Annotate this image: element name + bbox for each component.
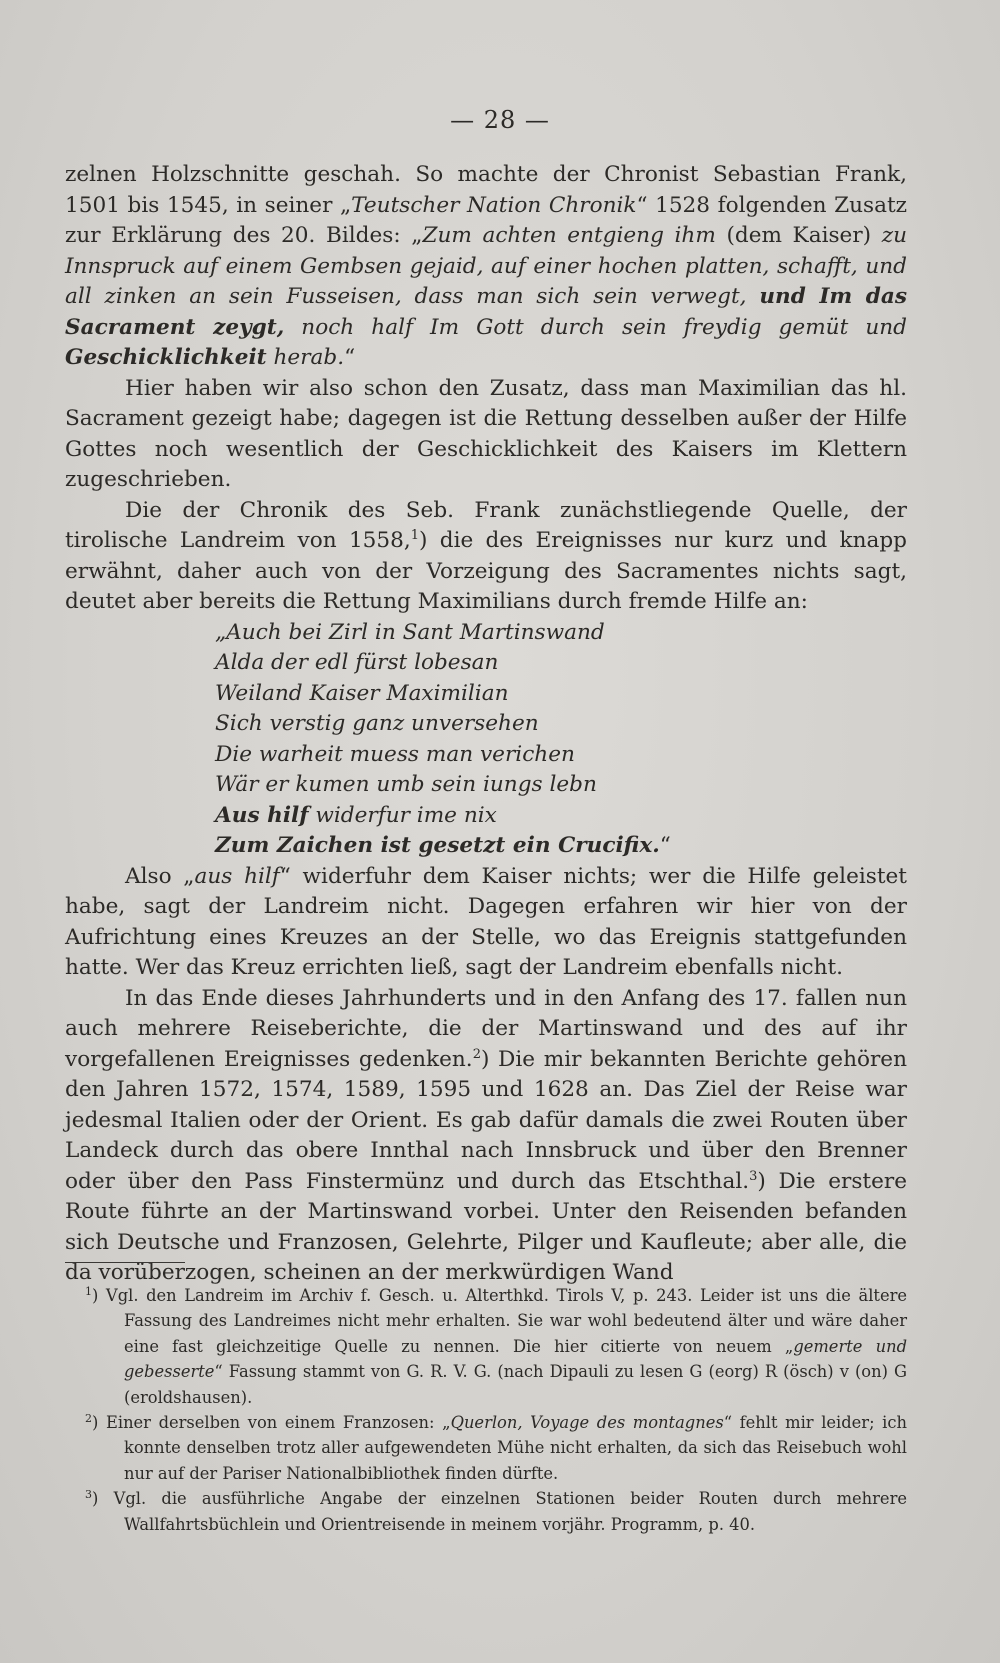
verse-line: Alda der edl fürst lobesan (215, 650, 499, 675)
text-run: (dem Kaiser) (715, 223, 882, 248)
text-run: zelnen Holzschnitte geschah. So machte der Chronist Sebastian Frank, 1501 bis 1545, in seiner „ (65, 162, 907, 218)
body-text (65, 160, 907, 1289)
footnotes (65, 1283, 907, 1537)
footnote-3 (65, 1486, 907, 1537)
verse-line: Sich verstig ganz unversehen (215, 711, 539, 736)
paragraph-2: Hier haben wir also schon den Zusatz, dass man Maximilian das hl. Sacrament gezeigt habe; dagegen ist die Rettung desselben außer der Hilfe Gottes noch wesentlich der Geschicklichkeit des Kaisers im Klettern zugeschrieben. (65, 375, 907, 492)
verse-line: widerfur ime nix (308, 802, 497, 828)
text-run: “ 1528 folgenden Zusatz zur Erklärung des 20. Bildes: „ (65, 192, 907, 248)
page-number: — 28 — (450, 106, 550, 134)
italic-run: gemerte und gebesserte (124, 1336, 907, 1382)
text-run: “ (344, 345, 356, 370)
footnote-divider (65, 1262, 185, 1263)
text-run: “ fehlt mir leider; ich konnte denselben trotz aller aufgewendeten Mühe nicht erhalten, da sich das Reisebuch wohl nur auf der Pariser Nationalbibliothek finden dürfte. (124, 1413, 907, 1483)
verse-line: Wär er kumen umb sein iungs lebn (215, 772, 597, 797)
text-run: ) Vgl. den Landreim im Archiv f. Gesch. u. Alterthkd. Tirols V, p. 243. Leider ist uns die ältere Fassung des Landreimes nicht mehr erhalten. Sie war wohl bedeutend älter und wäre daher eine fast gleichzeitige Quelle zu nennen. Die hier citierte von neuem „ (92, 1286, 907, 1356)
paragraph-1 (65, 160, 907, 374)
text-run: Also „ (125, 863, 195, 889)
footnote-1 (65, 1283, 907, 1410)
italic-run: Teutscher Nation Chronik (351, 192, 637, 218)
footnote-ref: 1 (410, 528, 420, 543)
italic-run: aus hilf (194, 863, 280, 889)
closing-quote: “ (659, 833, 671, 858)
text-run: Die der Chronik des Seb. Frank zunächstliegende Quelle, der tirolische Landreim von 1558, (65, 497, 907, 553)
italic-run: zu Innspruck auf einem Gembsen gejaid, auf einer hochen platten, schafft, und all zinken an sein Fusseisen, dass man sich sein verwegt, (65, 223, 907, 309)
text-run: In das Ende dieses Jahrhunderts und in den Anfang des 17. fallen nun auch mehrere Reiseberichte, die der Martinswand und des auf ihr vorgefallenen Ereignisses gedenken. (65, 985, 907, 1072)
text-run: “ Fassung stammt von G. R. V. G. (nach Dipauli zu lesen G (eorg) R (ösch) v (on) G (eroldshausen). (124, 1362, 907, 1407)
italic-run: herab. (266, 345, 345, 370)
verse-line: „Auch bei Zirl in Sant Martinswand (215, 619, 605, 645)
text-run: ) Die erstere Route führte an der Martinswand vorbei. Unter den Reisenden befanden sich Deutsche und Franzosen, Gelehrte, Pilger und Kaufleute; aber alle, die da vorüberzogen, scheinen an der merkwürdigen Wand (65, 1168, 907, 1285)
bold-italic-run: Geschicklichkeit (65, 345, 267, 370)
footnote-ref: 3 (749, 1168, 758, 1184)
footnote-number: 1 (85, 1285, 92, 1298)
italic-run: noch half Im Gott durch sein freydig gemüt und (284, 314, 907, 340)
paragraph-3 (65, 496, 907, 618)
footnote-number: 2 (85, 1412, 92, 1426)
footnote-2 (65, 1410, 907, 1486)
verse-line: Die warheit muess man verichen (215, 741, 575, 767)
italic-run: Querlon, Voyage des montagnes (450, 1413, 724, 1433)
footnote-ref: 2 (472, 1046, 481, 1062)
text-run: ) Einer derselben von einem Franzosen: „ (92, 1413, 451, 1433)
verse-quote (215, 618, 907, 862)
text-run: ) die des Ereignisses nur kurz und knapp erwähnt, daher auch von der Vorzeigung des Sacramentes nichts sagt, deutet aber bereits die Rettung Maximilians durch fremde Hilfe an: (65, 528, 907, 614)
text-run: ) Vgl. die ausführliche Angabe der einzelnen Stationen beider Routen durch mehrere Wallfahrtsbüchlein und Orientreisende in meinem vorjähr. Programm, p. 40. (92, 1489, 907, 1534)
text-run: ) Die mir bekannten Berichte gehören den Jahren 1572, 1574, 1589, 1595 und 1628 an. Das Ziel der Reise war jedesmal Italien oder der Orient. Es gab dafür damals die zwei Routen über Landeck durch das obere Innthal nach Innsbruck und über den Brenner oder über den Pass Finstermünz und durch das Etschthal. (65, 1046, 907, 1194)
text-run: “ widerfuhr dem Kaiser nichts; wer die Hilfe geleistet habe, sagt der Landreim nicht. Dagegen erfahren wir hier von der Aufrichtung eines Kreuzes an der Stelle, wo das Ereignis stattgefunden hatte. Wer das Kreuz errichten ließ, sagt der Landreim ebenfalls nicht. (65, 863, 907, 980)
paragraph-4 (65, 862, 907, 984)
footnote-number: 3 (85, 1488, 92, 1502)
italic-run: Zum achten entgieng ihm (422, 223, 716, 248)
paragraph-5 (65, 984, 907, 1289)
bold-italic-run: und Im das Sacrament zeygt, (65, 284, 907, 340)
verse-bold-run: Aus hilf (215, 802, 309, 828)
verse-line: Weiland Kaiser Maximilian (215, 680, 509, 706)
verse-bold-line: Zum Zaichen ist gesetzt ein Crucifix. (215, 833, 660, 858)
